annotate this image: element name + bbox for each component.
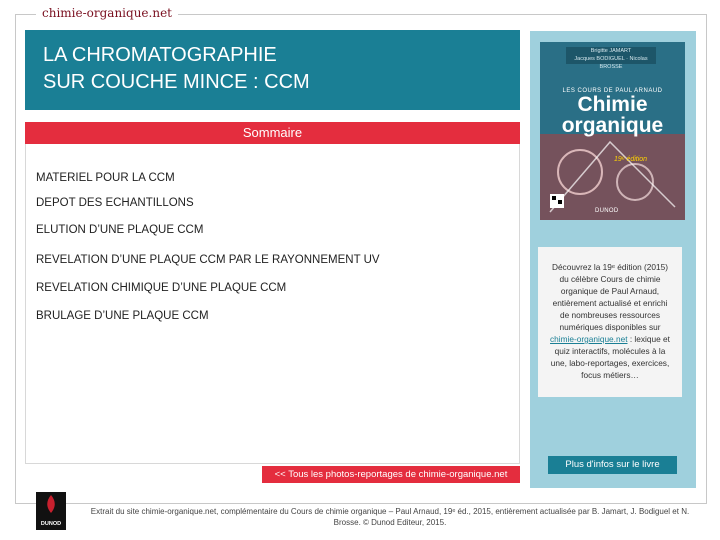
title-banner bbox=[25, 30, 520, 110]
book-title: Chimie organique bbox=[561, 93, 664, 137]
toc-item-materiel[interactable]: MATERIEL POUR LA CCM bbox=[36, 172, 175, 184]
chimie-organique-link[interactable]: chimie-organique.net bbox=[550, 334, 628, 344]
toc-item-revelation-uv[interactable]: REVELATION D’UNE PLAQUE CCM PAR LE RAYONNEMENT UV bbox=[36, 254, 380, 266]
book-series: LES COURS DE PAUL ARNAUD bbox=[562, 88, 663, 94]
book-publisher: DUNOD bbox=[595, 208, 619, 214]
toc-item-brulage[interactable]: BRULAGE D’UNE PLAQUE CCM bbox=[36, 310, 209, 322]
book-authors: Brigitte JAMART Jacques BODIGUEL · Nicolas BROSSE bbox=[566, 47, 656, 64]
book-edition: 19ᵉ édition bbox=[614, 156, 648, 163]
back-to-reportages-link[interactable]: << Tous les photos-reportages de chimie-organique.net bbox=[262, 466, 520, 483]
dunod-emblem-icon bbox=[44, 495, 58, 513]
dunod-logo[interactable] bbox=[36, 492, 66, 530]
sommaire-panel bbox=[25, 144, 520, 464]
book-promo-text: Découvrez la 19ᵉ édition (2015) du célèbre Cours de chimie organique de Paul Arnaud, entièrement actualisé et enrichi de nombreuses ressources numériques disponibles sur chimie-organique.net : lexique et quiz interactifs, molécules à la une, labo-reportages, exercices, focus métiers… bbox=[538, 247, 682, 397]
dunod-logo-text: DUNOD bbox=[40, 521, 62, 527]
page-title: LA CHROMATOGRAPHIE SUR COUCHE MINCE : CCM bbox=[43, 44, 310, 93]
toc-item-depot[interactable]: DEPOT DES ECHANTILLONS bbox=[36, 197, 194, 209]
footer-credits: Extrait du site chimie-organique.net, complémentaire du Cours de chimie organique – Paul Arnaud, 19ᵉ éd., 2015, entièrement actualisée par B. Jamart, J. Bodiguel et N. Brosse. © Dunod Editeur, 2015. bbox=[90, 507, 690, 527]
toc-item-revelation-chimique[interactable]: REVELATION CHIMIQUE D’UNE PLAQUE CCM bbox=[36, 282, 287, 294]
sommaire-header: Sommaire bbox=[25, 122, 520, 144]
toc-item-elution[interactable]: ELUTION D’UNE PLAQUE CCM bbox=[36, 224, 204, 236]
site-name[interactable]: chimie-organique.net bbox=[36, 6, 178, 20]
more-info-button[interactable]: Plus d'infos sur le livre bbox=[548, 456, 677, 474]
book-cover-image[interactable] bbox=[540, 42, 685, 220]
